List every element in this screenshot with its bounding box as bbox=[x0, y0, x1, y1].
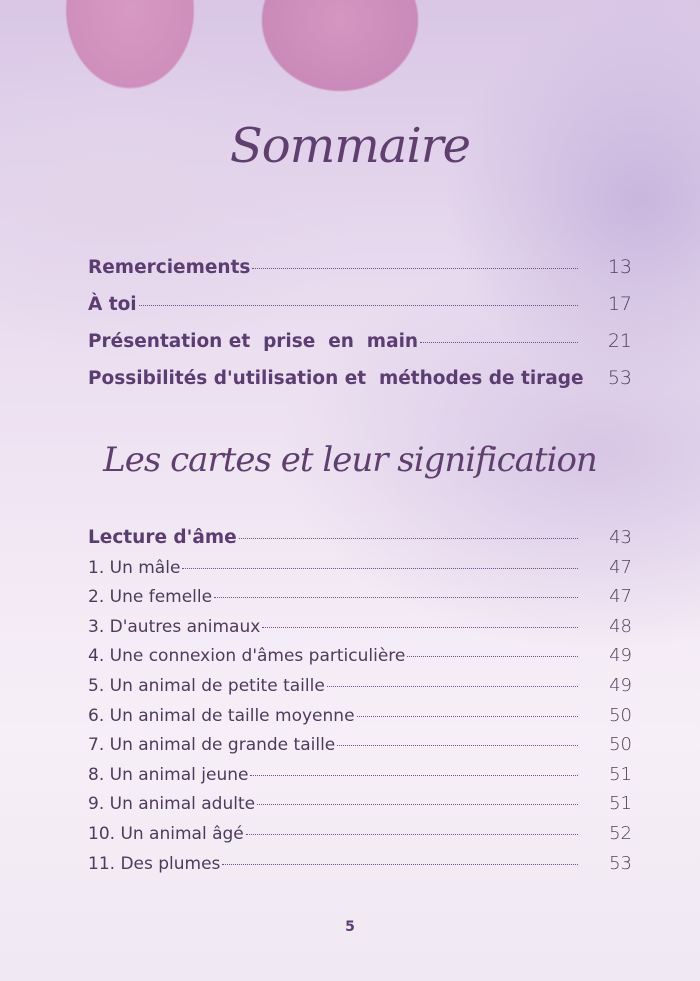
toc-entry[interactable] bbox=[88, 645, 632, 666]
toc-entry-label: 7. Un animal de grande taille bbox=[88, 735, 336, 756]
toc-entry[interactable] bbox=[88, 256, 632, 278]
toc-entry[interactable] bbox=[88, 853, 632, 874]
toc-entry[interactable] bbox=[88, 793, 632, 814]
toc-entry-page: 49 bbox=[609, 645, 632, 667]
toc-entry[interactable] bbox=[88, 527, 632, 548]
dot-leader bbox=[214, 597, 578, 598]
toc-entry[interactable] bbox=[88, 675, 632, 696]
toc-entry-label: 3. D'autres animaux bbox=[88, 616, 261, 637]
dot-leader bbox=[337, 745, 578, 746]
toc-entry-page: 50 bbox=[609, 734, 632, 756]
toc-entry-page: 52 bbox=[609, 823, 632, 844]
dot-leader bbox=[250, 775, 578, 776]
toc-entry[interactable] bbox=[88, 823, 632, 844]
toc-entry-label: 9. Un animal adulte bbox=[88, 794, 256, 815]
dot-leader bbox=[239, 538, 578, 539]
toc-entry-label: Présentation et prise en main bbox=[88, 331, 419, 352]
toc-entry[interactable] bbox=[88, 293, 632, 315]
toc-entry-label: Remerciements bbox=[88, 257, 251, 278]
toc-entry-page: 51 bbox=[609, 793, 632, 815]
toc-entry-page: 48 bbox=[609, 615, 632, 637]
dot-leader bbox=[257, 804, 578, 805]
toc-entry-label: 8. Un animal jeune bbox=[88, 764, 249, 785]
toc-entry-label: Lecture d'âme bbox=[88, 527, 237, 548]
toc-entry[interactable] bbox=[88, 367, 632, 389]
toc-entry[interactable] bbox=[88, 616, 632, 637]
section-title: Les cartes et leur signification bbox=[103, 440, 597, 480]
toc-entry[interactable] bbox=[88, 764, 632, 785]
toc-entry-label: 5. Un animal de petite taille bbox=[88, 676, 325, 696]
toc-entry-label: Possibilités d'utilisation et méthodes de tirage bbox=[88, 368, 584, 389]
toc-entry-label: 4. Une connexion d'âmes particulière bbox=[88, 646, 406, 667]
toc-entry-label: À toi bbox=[88, 294, 137, 315]
dot-leader bbox=[327, 686, 578, 687]
toc-entry-label: 10. Un animal âgé bbox=[88, 824, 244, 844]
dot-leader bbox=[182, 568, 578, 569]
dot-leader bbox=[222, 864, 578, 865]
toc-entry[interactable] bbox=[88, 705, 632, 726]
dot-leader bbox=[262, 627, 578, 628]
dot-leader bbox=[357, 716, 578, 717]
toc-entry-page: 50 bbox=[609, 704, 632, 726]
dot-leader bbox=[139, 305, 578, 306]
toc-entry[interactable] bbox=[88, 734, 632, 755]
toc-entry-label: 1. Un mâle bbox=[88, 557, 181, 578]
toc-entry-page: 13 bbox=[607, 256, 632, 278]
toc-entry-page: 47 bbox=[609, 586, 632, 608]
toc-entry-page: 53 bbox=[609, 852, 632, 874]
toc-entry-page: 17 bbox=[607, 293, 632, 315]
page-title: Sommaire bbox=[229, 118, 471, 174]
toc-entry-label: 11. Des plumes bbox=[88, 853, 221, 874]
toc-entry-page: 51 bbox=[609, 763, 632, 785]
toc-entry-page: 21 bbox=[607, 330, 632, 352]
dot-leader bbox=[407, 656, 578, 657]
toc-entry[interactable] bbox=[88, 330, 632, 352]
dot-leader bbox=[420, 342, 578, 343]
dot-leader bbox=[252, 268, 578, 269]
toc-entry-page: 49 bbox=[609, 675, 632, 696]
page-number: 5 bbox=[345, 919, 355, 935]
toc-entry[interactable] bbox=[88, 586, 632, 607]
toc-entry-page: 47 bbox=[609, 556, 632, 578]
toc-entry-page: 43 bbox=[609, 527, 632, 548]
toc-entry-label: 2. Une femelle bbox=[88, 587, 213, 608]
toc-entry-page: 53 bbox=[607, 367, 632, 389]
toc-entry[interactable] bbox=[88, 557, 632, 578]
dot-leader bbox=[246, 834, 578, 835]
toc-entry-label: 6. Un animal de taille moyenne bbox=[88, 705, 355, 726]
